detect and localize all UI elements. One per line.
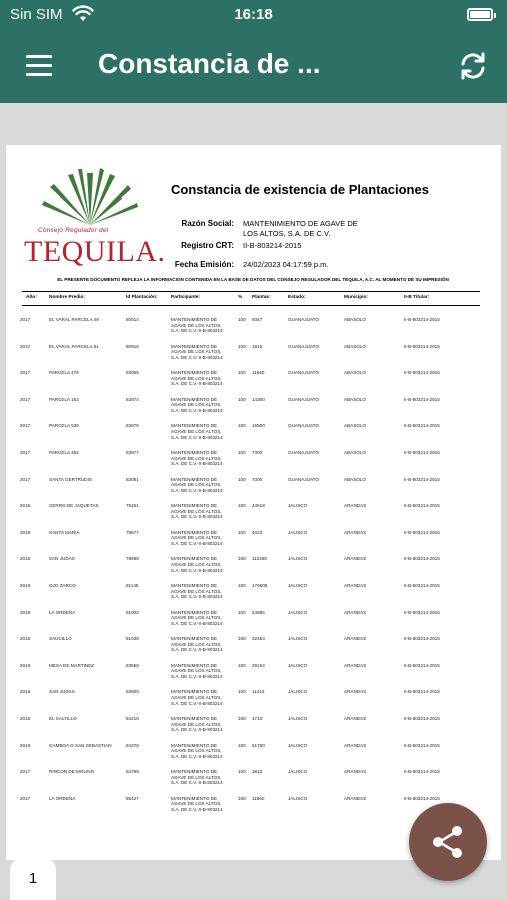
row-id: 81038	[126, 636, 139, 642]
row-titular: II-B-803214-2015	[404, 716, 440, 721]
clock: 16:18	[234, 6, 273, 23]
row-anio: 2017	[20, 450, 31, 455]
row-anio: 2017	[20, 370, 31, 376]
row-predio: PARCELA 476	[49, 370, 79, 376]
row-participante: MANTENIMIENTO DE	[171, 689, 218, 695]
razon-social-label: Razón Social:	[181, 219, 234, 228]
row-participante: S.A. DE C.V.-II-B-803214	[171, 461, 223, 467]
row-participante: AGAVE DE LOS ALTOS,	[171, 801, 222, 807]
row-titular: II-B-803214-2015	[404, 609, 440, 615]
app-bar	[0, 30, 507, 103]
row-predio: GAMBOA O SAN SEBASTIAN	[49, 742, 112, 748]
row-plantas: 11660	[252, 795, 265, 801]
row-participante: S.A. DE C.V.-II-B-803214	[171, 354, 223, 360]
row-titular: II-B-803214-2015	[404, 317, 440, 322]
row-plantas: 11660	[252, 370, 265, 376]
row-pct: 100	[238, 769, 246, 775]
row-estado: JALISCO	[288, 689, 308, 695]
logo-title: TEQUILA.	[24, 235, 166, 268]
row-pct: 100	[238, 343, 246, 349]
row-participante: MANTENIMIENTO DE	[171, 476, 218, 482]
row-pct: 100	[238, 556, 246, 562]
col-titular: II-B Titular:	[404, 295, 430, 300]
row-plantas: 29164	[252, 662, 265, 668]
row-titular: II-B-803214-2015	[404, 476, 440, 482]
row-participante: MANTENIMIENTO DE	[171, 662, 218, 668]
row-participante: MANTENIMIENTO DE	[171, 556, 218, 562]
table-row	[6, 503, 501, 530]
row-municipio: ABASOLO	[344, 317, 366, 322]
row-pct: 100	[238, 583, 246, 588]
row-estado: GUANAJUATO	[288, 423, 319, 429]
row-id: 84210	[126, 716, 139, 721]
row-municipio: ARANDAS	[344, 503, 367, 509]
row-id: 83074	[126, 396, 139, 402]
row-titular: II-B-803214-2015	[404, 556, 440, 562]
row-participante: MANTENIMIENTO DE	[171, 529, 218, 535]
row-titular: II-B-803214-2015	[404, 503, 440, 509]
row-municipio: ABASOLO	[344, 423, 366, 429]
row-estado: JALISCO	[288, 795, 308, 801]
row-anio: 2016	[20, 689, 31, 695]
row-plantas: 51760	[252, 742, 265, 748]
row-participante: MANTENIMIENTO DE	[171, 396, 218, 402]
row-predio: PARCELA 452	[49, 450, 79, 455]
row-participante: S.A. DE C.V.-II-B-803214	[171, 381, 223, 387]
row-participante: AGAVE DE LOS ALTOS,	[171, 508, 222, 514]
table-row	[6, 344, 501, 371]
document-title: Constancia de existencia de Plantaciones	[171, 182, 429, 197]
row-estado: GUANAJUATO	[288, 343, 319, 349]
row-participante: S.A. DE C.V.-II-B-803214	[171, 727, 223, 733]
row-participante: AGAVE DE LOS ALTOS,	[171, 588, 222, 594]
row-pct: 100	[238, 609, 246, 615]
row-municipio: ARANDAS	[344, 689, 367, 695]
row-estado: JALISCO	[288, 662, 308, 668]
row-pct: 100	[238, 662, 246, 668]
row-estado: JALISCO	[288, 583, 308, 588]
row-titular: II-B-803214-2015	[404, 343, 440, 349]
row-predio: MESA DE MARTINEZ	[49, 662, 95, 668]
menu-icon[interactable]	[26, 55, 52, 77]
row-estado: JALISCO	[288, 769, 308, 775]
row-anio: 2016	[20, 742, 31, 748]
table-row	[6, 556, 501, 583]
row-plantas: 24895	[252, 609, 265, 615]
row-predio: SAUCILLO	[49, 636, 72, 642]
row-titular: II-B-803214-2015	[404, 742, 440, 748]
row-participante: S.A. DE C.V.-II-B-803214	[171, 514, 223, 520]
row-participante: S.A. DE C.V.-II-B-803214	[171, 700, 223, 706]
row-id: 84370	[126, 742, 139, 748]
row-estado: JALISCO	[288, 636, 308, 642]
row-participante: S.A. DE C.V.-II-B-803214	[171, 567, 223, 573]
row-anio: 2017	[20, 423, 31, 429]
row-participante: MANTENIMIENTO DE	[171, 609, 218, 615]
row-participante: AGAVE DE LOS ALTOS,	[171, 455, 222, 461]
row-predio: SAN JUDAS	[49, 556, 75, 562]
row-participante: AGAVE DE LOS ALTOS,	[171, 668, 222, 674]
table-row	[6, 636, 501, 663]
row-pct: 100	[238, 396, 246, 402]
row-predio: LA ORDEÑA	[49, 795, 76, 801]
row-titular: II-B-803214-2015	[404, 689, 440, 695]
viewer-background	[0, 103, 507, 145]
logo-subtitle: Consejo Regulador del	[38, 227, 109, 234]
row-participante: MANTENIMIENTO DE	[171, 636, 218, 642]
row-estado: JALISCO	[288, 529, 308, 535]
col-municipio: Municipio:	[344, 295, 368, 300]
row-anio: 2017	[20, 396, 31, 402]
row-participante: MANTENIMIENTO DE	[171, 370, 218, 376]
row-titular: II-B-803214-2015	[404, 423, 440, 429]
row-participante: MANTENIMIENTO DE	[171, 716, 218, 721]
row-plantas: 176608	[252, 583, 268, 588]
fecha-label: Fecha Emisión:	[174, 260, 234, 269]
row-id: 83650	[126, 662, 139, 668]
row-participante: AGAVE DE LOS ALTOS,	[171, 615, 222, 621]
row-pct: 100	[238, 476, 246, 482]
table-row	[6, 769, 501, 796]
row-pct: 100	[238, 795, 246, 801]
row-titular: II-B-803214-2015	[404, 795, 440, 801]
row-id: 78677	[126, 529, 139, 535]
row-municipio: ABASOLO	[344, 370, 366, 376]
row-titular: II-B-803214-2015	[404, 396, 440, 402]
row-predio: OJO ZARCO	[49, 583, 76, 588]
row-estado: GUANAJUATO	[288, 476, 319, 482]
row-titular: II-B-803214-2015	[404, 636, 440, 642]
divider	[22, 291, 480, 292]
row-municipio: ARANDAS	[344, 662, 367, 668]
row-participante: S.A. DE C.V.-II-B-803214	[171, 434, 223, 440]
share-icon	[409, 803, 487, 881]
table-row	[6, 663, 501, 690]
row-participante: AGAVE DE LOS ALTOS,	[171, 641, 222, 647]
table-row	[6, 450, 501, 477]
row-pct: 100	[238, 529, 246, 535]
row-estado: JALISCO	[288, 716, 308, 721]
row-plantas: 110285	[252, 556, 267, 562]
col-pct: %	[238, 295, 243, 300]
row-plantas: 1815	[252, 343, 263, 349]
row-participante: S.A. DE C.V.-II-B-803214	[171, 673, 223, 679]
row-predio: CERRO DE JAQUETAS	[49, 503, 99, 509]
table-row	[6, 743, 501, 770]
row-id: 83065	[126, 370, 139, 376]
row-predio: EL VARAL PARCELA 49	[49, 317, 99, 322]
row-municipio: ABASOLO	[344, 476, 366, 482]
row-predio: EL SALTILLO	[49, 716, 77, 721]
row-pct: 100	[238, 689, 246, 695]
row-pct: 100	[238, 317, 246, 322]
battery-icon	[467, 8, 493, 21]
row-titular: II-B-803214-2015	[404, 450, 440, 455]
document-notice: EL PRESENTE DOCUMENTO REFLEJA LA INFORMACION CONTENIDA EN LA BASE DE DATOS DEL CONSEJO REGULADOR DEL TEQUILA, A.C. AL MOMENTO DE SU IMPRESIÓN	[57, 277, 449, 282]
row-participante: S.A. DE C.V.-II-B-803214	[171, 487, 223, 493]
registro-label: Registro CRT:	[181, 241, 234, 250]
row-plantas: 32463	[252, 636, 265, 642]
col-estado: Estado:	[288, 295, 306, 300]
row-titular: II-B-803214-2015	[404, 769, 440, 775]
table-row	[6, 583, 501, 610]
row-id: 83076	[126, 423, 139, 429]
row-municipio: ARANDAS	[344, 636, 367, 642]
row-titular: II-B-803214-2015	[404, 529, 440, 535]
razon-social-value-2: LOS ALTOS, S.A. DE C.V.	[243, 229, 331, 238]
row-anio: 2016	[20, 529, 31, 535]
row-participante: S.A. DE C.V.-II-B-803214	[171, 594, 223, 600]
row-participante: MANTENIMIENTO DE	[171, 450, 218, 455]
fecha-value: 24/02/2023 04:17:59 p.m.	[243, 260, 329, 269]
table-row	[6, 317, 501, 344]
row-pct: 100	[238, 636, 246, 642]
row-plantas: 7300	[252, 450, 263, 455]
row-id: 83600	[126, 689, 139, 695]
row-id: 80015	[126, 343, 139, 349]
table-row	[6, 530, 501, 557]
table-row	[6, 370, 501, 397]
row-pct: 100	[238, 742, 246, 748]
col-id: Id Plantación:	[126, 295, 158, 300]
row-titular: II-B-803214-2015	[404, 583, 440, 588]
row-anio: 2016	[20, 636, 31, 642]
row-predio: PARCELA 163	[49, 396, 79, 402]
row-participante: AGAVE DE LOS ALTOS,	[171, 721, 222, 727]
row-municipio: ARANDAS	[344, 609, 367, 615]
row-estado: JALISCO	[288, 556, 308, 562]
row-participante: MANTENIMIENTO DE	[171, 317, 218, 322]
row-anio: 2016	[20, 556, 31, 562]
row-municipio: ARANDAS	[344, 795, 367, 801]
table-row	[6, 689, 501, 716]
row-plantas: 1714	[252, 716, 263, 721]
row-titular: II-B-803214-2015	[404, 662, 440, 668]
row-id: 81003	[126, 609, 139, 615]
crt-logo	[24, 165, 166, 268]
row-municipio: ARANDAS	[344, 769, 367, 775]
row-participante: S.A. DE C.V.-II-B-803214	[171, 620, 223, 626]
table-row	[6, 423, 501, 450]
row-participante: S.A. DE C.V.-II-B-803214	[171, 753, 223, 759]
sync-icon[interactable]	[457, 50, 489, 82]
row-participante: MANTENIMIENTO DE	[171, 742, 218, 748]
row-plantas: 4023	[252, 529, 263, 535]
row-estado: JALISCO	[288, 503, 308, 509]
row-predio: SAN JUDAS	[49, 689, 75, 695]
col-participante: Participante:	[171, 295, 201, 300]
row-participante: MANTENIMIENTO DE	[171, 795, 218, 801]
table-row	[6, 716, 501, 743]
row-anio: 2016	[20, 583, 31, 588]
row-participante: AGAVE DE LOS ALTOS,	[171, 482, 222, 488]
row-plantas: 7300	[252, 476, 263, 482]
row-id: 78695	[126, 556, 139, 562]
row-id: 83077	[126, 450, 139, 455]
row-pct: 100	[238, 423, 246, 429]
row-anio: 2017	[20, 476, 31, 482]
row-anio: 2017	[20, 343, 31, 349]
row-participante: MANTENIMIENTO DE	[171, 343, 218, 349]
row-pct: 100	[238, 716, 246, 721]
razon-social-value-1: MANTENIMIENTO DE AGAVE DE	[243, 219, 358, 228]
row-participante: AGAVE DE LOS ALTOS,	[171, 561, 222, 567]
row-participante: AGAVE DE LOS ALTOS,	[171, 349, 222, 355]
row-predio: EL VARAL PARCELA 51	[49, 343, 99, 349]
row-estado: GUANAJUATO	[288, 317, 319, 322]
share-button[interactable]	[409, 803, 487, 881]
row-participante: AGAVE DE LOS ALTOS,	[171, 375, 222, 381]
row-participante: MANTENIMIENTO DE	[171, 503, 218, 509]
row-participante: AGAVE DE LOS ALTOS,	[171, 535, 222, 541]
row-participante: S.A. DE C.V.-II-B-803214	[171, 407, 223, 413]
row-predio: SANTA MARIA	[49, 529, 80, 535]
row-participante: AGAVE DE LOS ALTOS,	[171, 774, 222, 780]
pdf-page[interactable]	[6, 145, 501, 860]
row-pct: 100	[238, 370, 246, 376]
table-row	[6, 610, 501, 637]
row-plantas: 9347	[252, 317, 263, 322]
row-id: 81145	[126, 583, 139, 588]
row-municipio: ARANDAS	[344, 556, 367, 562]
row-plantas: 11413	[252, 689, 265, 695]
row-plantas: 3813	[252, 769, 263, 775]
row-estado: JALISCO	[288, 609, 308, 615]
row-participante: AGAVE DE LOS ALTOS,	[171, 748, 222, 754]
table-row	[6, 397, 501, 424]
row-participante: S.A. DE C.V.-II-B-803214	[171, 780, 223, 786]
row-participante: MANTENIMIENTO DE	[171, 769, 218, 775]
row-participante: S.A. DE C.V.-II-B-803214	[171, 328, 223, 334]
row-municipio: ARANDAS	[344, 529, 367, 535]
row-id: 75251	[126, 503, 139, 509]
header-divider	[22, 305, 480, 306]
page-title: Constancia de ...	[98, 48, 321, 79]
carrier-label: Sin SIM	[10, 6, 63, 23]
table-row	[6, 477, 501, 504]
row-plantas: 44518	[252, 503, 265, 509]
row-pct: 100	[238, 503, 246, 509]
row-titular: II-B-803214-2015	[404, 370, 440, 376]
row-municipio: ABASOLO	[344, 343, 366, 349]
row-participante: AGAVE DE LOS ALTOS,	[171, 694, 222, 700]
row-anio: 2016	[20, 609, 31, 615]
col-predio: Nombre Predio:	[49, 295, 85, 300]
registro-value: II-B-803214-2015	[243, 241, 302, 250]
row-anio: 2017	[20, 317, 31, 322]
row-estado: JALISCO	[288, 742, 308, 748]
row-anio: 2015	[20, 503, 31, 509]
row-id: 80014	[126, 317, 139, 322]
row-estado: GUANAJUATO	[288, 396, 319, 402]
row-predio: PARCELA 539	[49, 423, 79, 429]
row-estado: GUANAJUATO	[288, 450, 319, 455]
row-participante: AGAVE DE LOS ALTOS,	[171, 322, 222, 328]
row-plantas: 14300	[252, 396, 265, 402]
row-municipio: ARANDAS	[344, 583, 367, 588]
row-plantas: 15500	[252, 423, 265, 429]
row-participante: S.A. DE C.V.-II-B-803214	[171, 806, 223, 812]
row-municipio: ARANDAS	[344, 742, 367, 748]
row-anio: 2017	[20, 795, 31, 801]
row-municipio: ARANDAS	[344, 716, 367, 721]
row-participante: MANTENIMIENTO DE	[171, 423, 218, 429]
row-id: 84798	[126, 769, 139, 775]
row-predio: SANTA GERTRUDIS	[49, 476, 92, 482]
col-plantas: Plantas:	[252, 295, 271, 300]
row-municipio: ABASOLO	[344, 450, 366, 455]
row-anio: 2017	[20, 769, 31, 775]
agave-icon	[40, 165, 140, 227]
page-indicator: 1	[10, 858, 56, 900]
row-anio: 2016	[20, 662, 31, 668]
row-municipio: ABASOLO	[344, 396, 366, 402]
row-pct: 100	[238, 450, 246, 455]
row-estado: GUANAJUATO	[288, 370, 319, 376]
row-participante: AGAVE DE LOS ALTOS,	[171, 428, 222, 434]
row-id: 83081	[126, 476, 139, 482]
row-predio: RINCON DE MOLINO	[49, 769, 95, 775]
row-id: 85427	[126, 795, 139, 801]
row-participante: S.A. DE C.V.-II-B-803214	[171, 647, 223, 653]
status-bar	[0, 0, 507, 30]
row-anio: 2016	[20, 716, 31, 721]
row-participante: AGAVE DE LOS ALTOS,	[171, 402, 222, 408]
row-participante: S.A. DE C.V.-II-B-803214	[171, 540, 223, 546]
row-participante: MANTENIMIENTO DE	[171, 583, 218, 588]
row-predio: LA ORDEÑA	[49, 609, 76, 615]
col-anio: Año:	[26, 295, 37, 300]
